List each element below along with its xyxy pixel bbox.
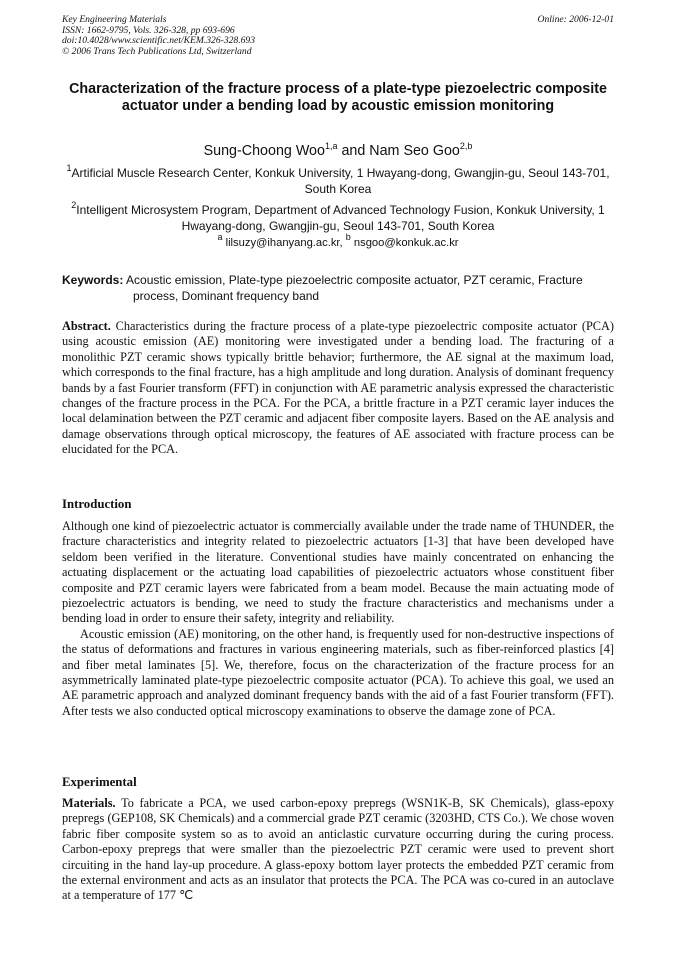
abstract-label: Abstract. — [62, 319, 111, 333]
abstract — [62, 319, 614, 458]
journal-name: Key Engineering Materials — [62, 14, 167, 25]
introduction-body — [62, 519, 614, 719]
doi-line: doi:10.4028/www.scientific.net/KEM.326-328.693 — [62, 35, 256, 47]
email-b: nsgoo@konkuk.ac.kr — [350, 237, 459, 249]
email-separator: , — [339, 237, 346, 249]
author-1-affiliation-mark: 1,a — [324, 141, 338, 151]
affiliation-2 — [62, 200, 614, 234]
paper-title: Characterization of the fracture process of a plate-type piezoelectric composite actuator under a bending load by acoustic emission monitoring — [69, 81, 607, 115]
author-line — [62, 143, 614, 160]
issn-line: ISSN: 1662-9795, Vols. 326-328, pp 693-696 — [62, 24, 235, 36]
online-date: Online: 2006-12-01 — [537, 14, 614, 25]
affiliation-1 — [62, 163, 614, 197]
author-1: Sung-Choong Woo — [203, 143, 325, 159]
keywords-label: Keywords: — [62, 273, 124, 287]
materials-label: Materials. — [62, 796, 116, 810]
affiliation-2-text: Intelligent Microsystem Program, Department of Advanced Technology Fusion, Konkuk University, 1 Hwayang-dong, Gwangjin-gu, Seoul 143-701, South Korea — [76, 203, 605, 233]
materials-text: To fabricate a PCA, we used carbon-epoxy prepregs (WSN1K-B, SK Chemicals), glass-epoxy prepregs (GEP108, SK Chemicals) and a commercial grade PZT ceramic (3203HD, CTS Co.). We chose woven fabric fiber composite system so as to avoid an anticlastic curvature occurring during the curing process. Carbon-epoxy prepregs that were smaller than the piezoelectric PZT ceramic were used to prevent short circuiting in the hand lay-up procedure. A glass-epoxy bottom layer protects the embedded PZT ceramic from the external environment and acts as an insulator that protects the PCA. The PCA was co-cured in an autoclave at a temperature of 177 ℃ — [62, 796, 614, 903]
affiliation-1-mark: 1 — [66, 163, 72, 173]
section-heading-introduction: Introduction — [62, 497, 132, 511]
author-emails — [62, 232, 614, 251]
author-conjunction: and — [337, 143, 370, 159]
introduction-paragraph-2: Acoustic emission (AE) monitoring, on the other hand, is frequently used for non-destructive inspections of the status of deformations and fractures in various engineering materials, such as fiber-reinforced plastics [4] and fiber metal laminates [5]. We, therefore, focus on the characterization of the fracture process for an asymmetrically laminated plate-type piezoelectric composite actuator (PCA). To achieve this goal, we used an AE parametric approach and analyzed dominant frequency bands with the aid of a fast Fourier transform (FFT). After tests we also conducted optical microscopy examinations to observe the damage zone of PCA. — [62, 626, 614, 718]
author-2: Nam Seo Goo — [369, 143, 460, 159]
keywords-line-2: process, Dominant frequency band — [133, 288, 320, 303]
experimental-body — [62, 796, 614, 904]
introduction-paragraph-1: Although one kind of piezoelectric actuator is commercially available under the trade name of THUNDER, the fracture characteristics and integrity related to piezoelectric actuators [1-3] that have been developed have seldom been verified in the literature. Conventional studies have mainly concentrated on enhancing the actuating displacement or the actuating load capabilities of piezoelectric actuators whose constituent fiber composite and PZT ceramic layers were fabricated from a beam model. Because the main actuating mode of piezoelectric actuators is bending, we need to study the fracture characteristics and mechanisms under a bending load in order to ensure their safety, integrity and reliability. — [62, 519, 614, 626]
email-b-mark: b — [345, 232, 351, 242]
abstract-text: Characteristics during the fracture process of a plate-type piezoelectric composite actuator (PCA) using acoustic emission (AE) monitoring were investigated under a bending load. The fracturing of a monolithic PZT ceramic shows typically brittle behavior; furthermore, the AE signal at the maximum load, which corresponds to the final fracture, has a high amplitude and long duration. Analysis of dominant frequency bands by a fast Fourier transform (FFT) in conjunction with AE parametric analysis expressed the characteristic changes of the fracture process in the PCA. For the PCA, a brittle fracture in a PZT ceramic layer induces the local delamination between the PZT ceramic and adjacent fiber composite layers. Based on the AE analysis and damage observations through optical microscopy, the features of AE associated with fracture process can be elucidated for the PCA. — [62, 319, 614, 457]
email-a-mark: a — [217, 232, 223, 242]
author-2-affiliation-mark: 2,b — [459, 141, 473, 151]
affiliation-2-mark: 2 — [71, 200, 77, 210]
copyright-line: © 2006 Trans Tech Publications Ltd, Switzerland — [62, 45, 252, 57]
keywords — [62, 273, 614, 304]
email-a: lilsuzy@ihanyang.ac.kr — [222, 237, 340, 249]
section-heading-experimental: Experimental — [62, 775, 137, 789]
keywords-line-1: Acoustic emission, Plate-type piezoelectric composite actuator, PZT ceramic, Fracture — [123, 273, 583, 287]
affiliation-1-text: Artificial Muscle Research Center, Konkuk University, 1 Hwayang-dong, Gwangjin-gu, Seoul 143-701, South Korea — [71, 166, 610, 196]
journal-header — [62, 15, 614, 57]
